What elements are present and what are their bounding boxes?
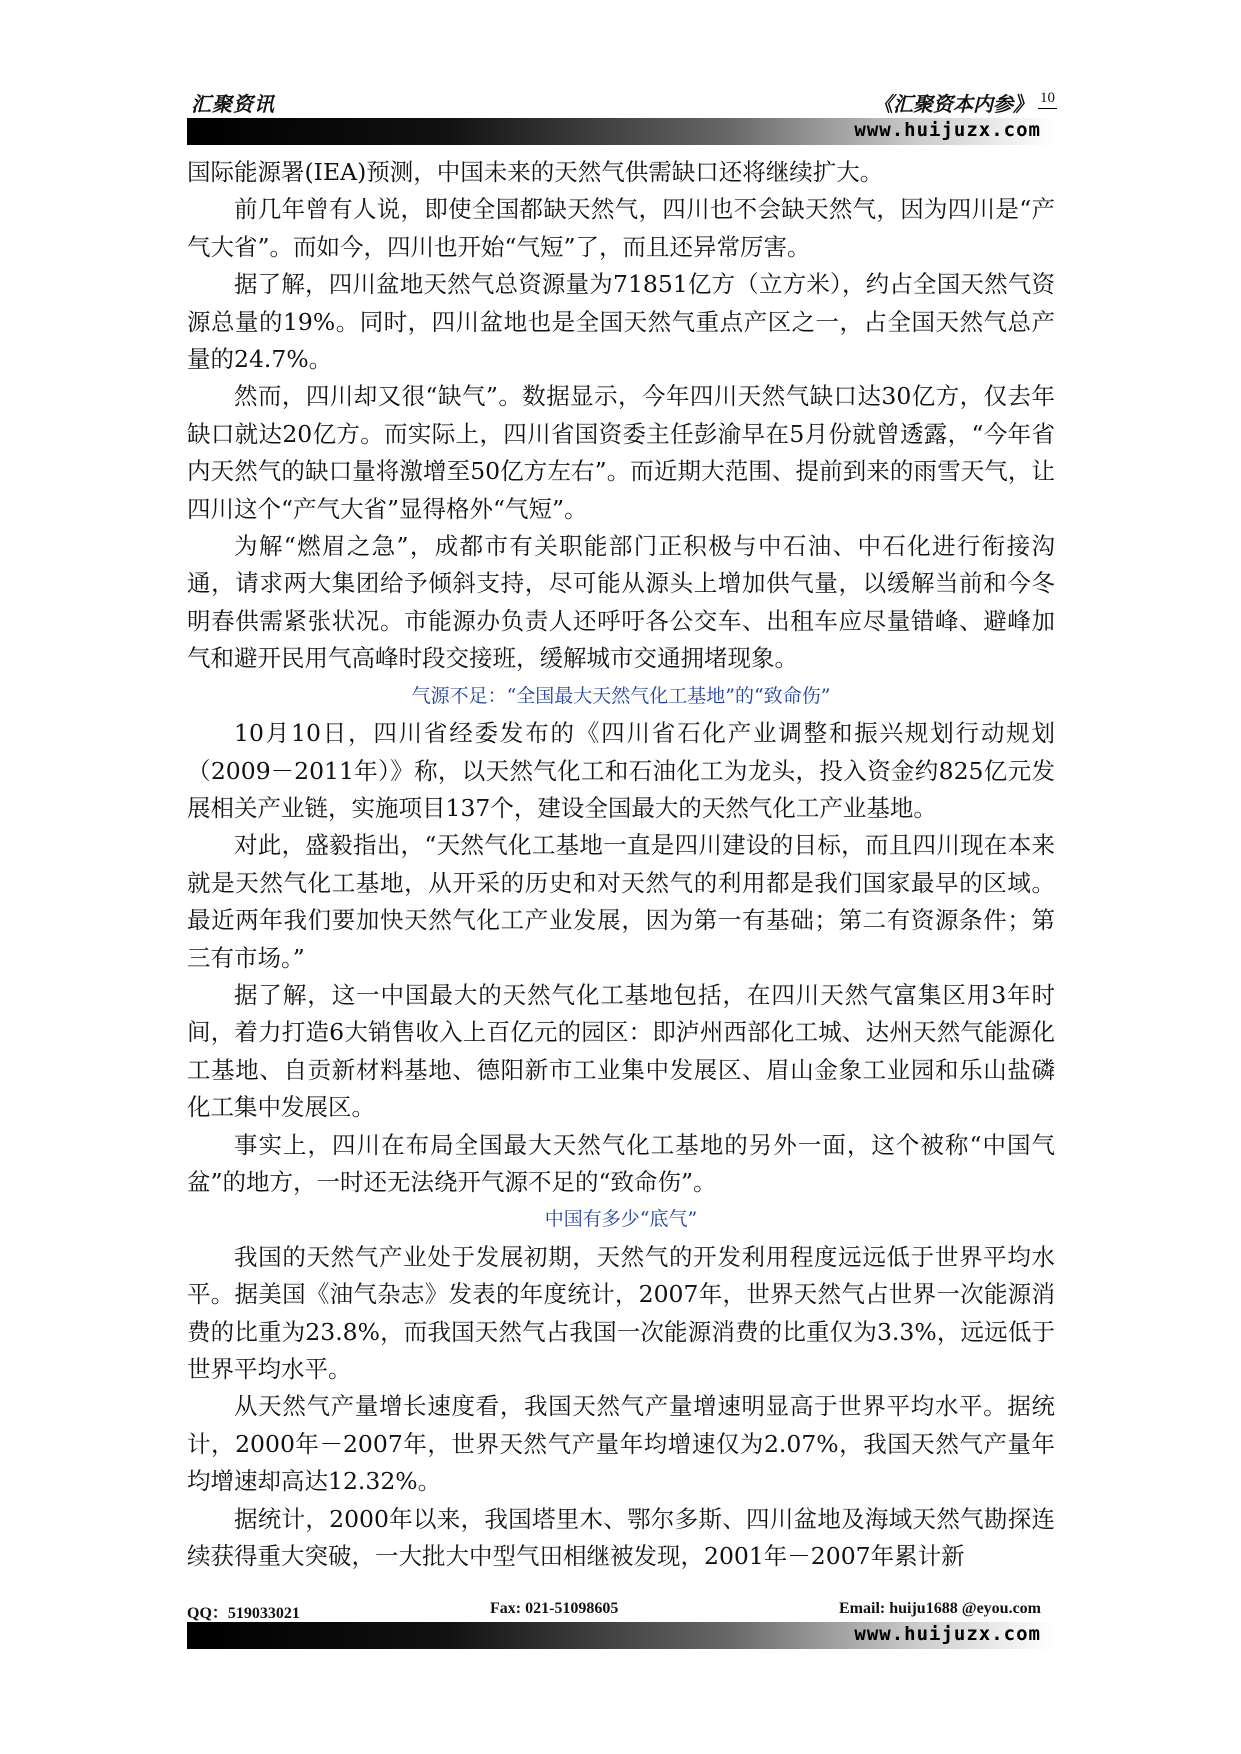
body-paragraph: 从天然气产量增长速度看，我国天然气产量增速明显高于世界平均水平。据统计，2000年－2007年，世界天然气产量年均增速仅为2.07%，我国天然气产量年均增速却高达12.32%。	[187, 1392, 1055, 1496]
page-footer	[187, 1600, 1055, 1660]
header-right-title: 《汇聚资本内参》	[873, 92, 1033, 116]
section-heading: 中国有多少“底气”	[544, 1208, 698, 1231]
header-url: www.huijuzx.com	[854, 119, 1041, 141]
footer-url: www.huijuzx.com	[854, 1623, 1041, 1645]
page-number: 10	[1040, 90, 1055, 106]
body-paragraph: 10月10日，四川省经委发布的《四川省石化产业调整和振兴规划行动规划（2009－2011年）》称，以天然气化工和石油化工为龙头，投入资金约825亿元发展相关产业链，实施项目137个，建设全国最大的天然气化工产业基地。	[187, 719, 1055, 822]
body-paragraph: 我国的天然气产业处于发展初期，天然气的开发利用程度远远低于世界平均水平。据美国《油气杂志》发表的年度统计，2007年，世界天然气占世界一次能源消费的比重为23.8%，而我国天然气占我国一次能源消费的比重仅为3.3%，远远低于世界平均水平。	[187, 1242, 1055, 1383]
body-paragraph: 据了解，这一中国最大的天然气化工基地包括，在四川天然气富集区用3年时间，着力打造6大销售收入上百亿元的园区：即泸州西部化工城、达州天然气能源化工基地、自贡新材料基地、德阳新市工业集中发展区、眉山金象工业园和乐山盐磷化工集中发展区。	[187, 980, 1055, 1122]
body-paragraph: 据统计，2000年以来，我国塔里木、鄂尔多斯、四川盆地及海域天然气勘探连续获得重大突破，一大批大中型气田相继被发现，2001年－2007年累计新	[187, 1504, 1055, 1571]
header-left-title: 汇聚资讯	[191, 92, 275, 116]
section-heading: 气源不足：“全国最大天然气化工基地”的“致命伤”	[411, 684, 831, 707]
body-paragraph: 对此，盛毅指出，“天然气化工基地一直是四川建设的目标，而且四川现在本来就是天然气化工基地，从开采的历史和对天然气的利用都是我们国家最早的区域。最近两年我们要加快天然气化工产业发展，因为第一有基础；第二有资源条件；第三有市场。”	[187, 831, 1055, 972]
footer-email: Email: huiju1688 @eyou.com	[839, 1600, 1041, 1617]
body-paragraph: 据了解，四川盆地天然气总资源量为71851亿方（立方米），约占全国天然气资源总量的19%。同时，四川盆地也是全国天然气重点产区之一，占全国天然气总产量的24.7%。	[187, 270, 1055, 374]
page-header	[187, 86, 1055, 146]
article-body	[187, 154, 1055, 1575]
footer-qq: QQ：519033021	[187, 1605, 300, 1622]
body-paragraph: 前几年曾有人说，即使全国都缺天然气，四川也不会缺天然气，因为四川是“产气大省”。而如今，四川也开始“气短”了，而且还异常厉害。	[187, 195, 1055, 261]
body-paragraph: 为解“燃眉之急”，成都市有关职能部门正积极与中石油、中石化进行衔接沟通，请求两大集团给予倾斜支持，尽可能从源头上增加供气量，以缓解当前和今冬明春供需紧张状况。市能源办负责人还呼吁各公交车、出租车应尽量错峰、避峰加气和避开民用气高峰时段交接班，缓解城市交通拥堵现象。	[187, 532, 1055, 673]
body-paragraph: 然而，四川却又很“缺气”。数据显示，今年四川天然气缺口达30亿方，仅去年缺口就达20亿方。而实际上，四川省国资委主任彭渝早在5月份就曾透露，“今年省内天然气的缺口量将激增至50亿方左右”。而近期大范围、提前到来的雨雪天气，让四川这个“产气大省”显得格外“气短”。	[187, 382, 1055, 523]
footer-fax: Fax: 021-51098605	[490, 1600, 619, 1617]
body-paragraph: 国际能源署(IEA)预测，中国未来的天然气供需缺口还将继续扩大。	[187, 158, 884, 186]
body-paragraph: 事实上，四川在布局全国最大天然气化工基地的另外一面，这个被称“中国气盆”的地方，一时还无法绕开气源不足的“致命伤”。	[187, 1130, 1055, 1196]
